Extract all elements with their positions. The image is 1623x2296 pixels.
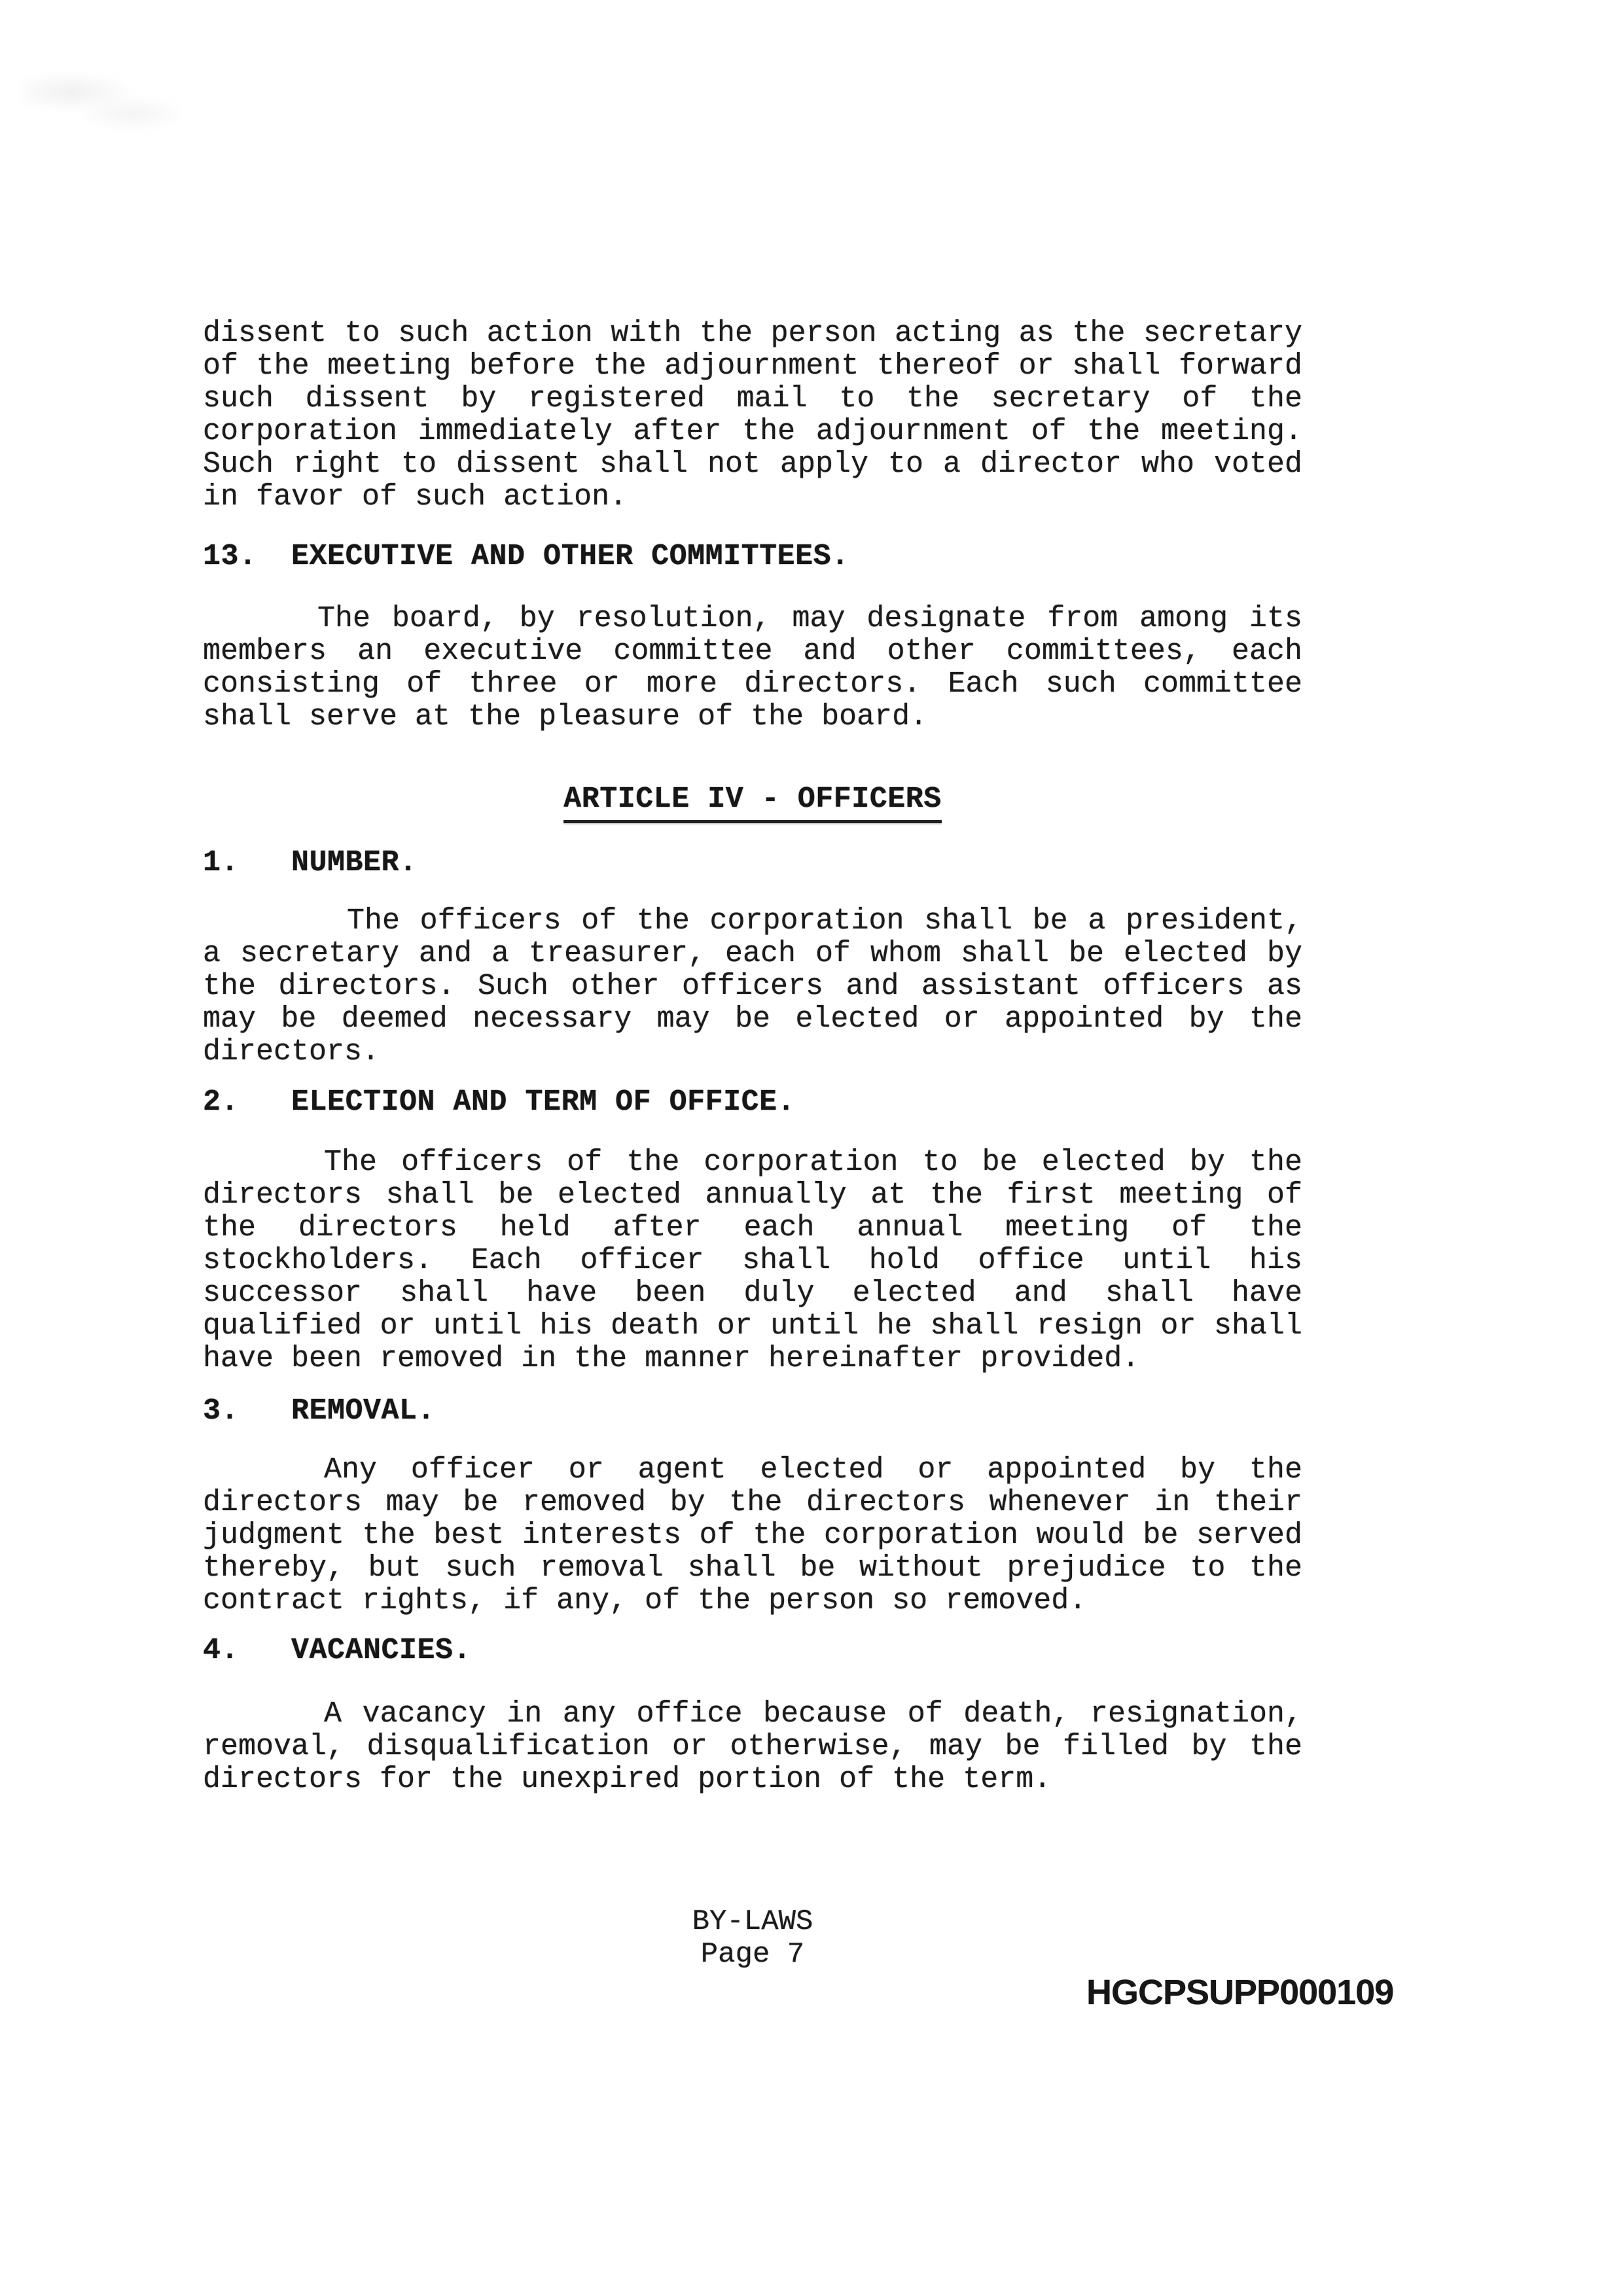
paragraph-election-term [203, 1146, 1302, 1375]
text-line: Such right to dissent shall not apply to a director who voted [203, 448, 1302, 481]
text-line: The officers of the corporation to be elected by the [324, 1146, 1302, 1179]
text-line: qualified or until his death or until he shall resign or shall [203, 1309, 1302, 1343]
footer-page-label: Page 7 [700, 1938, 805, 1971]
text-line: judgment the best interests of the corporation would be served [203, 1519, 1302, 1552]
text-line: successor shall have been duly elected and shall have [203, 1277, 1302, 1310]
article-iv-heading-text: ARTICLE IV - OFFICERS [563, 783, 942, 823]
paragraph-vacancies [203, 1698, 1302, 1796]
bates-number: HGCPSUPP000109 [1086, 1973, 1394, 2012]
text-line: have been removed in the manner hereinafter provided. [203, 1342, 1140, 1375]
photocopy-ghost-artifact [23, 73, 180, 135]
text-line: The officers of the corporation shall be a president, [347, 904, 1302, 938]
section-title: REMOVAL. [291, 1394, 436, 1428]
text-line: directors shall be elected annually at the first meeting of [203, 1178, 1302, 1212]
text-line: the directors. Such other officers and assistant officers as [203, 970, 1302, 1003]
text-line: the directors held after each annual meeting of the [203, 1211, 1302, 1245]
text-line: The board, by resolution, may designate from among its [317, 602, 1302, 635]
text-line: a secretary and a treasurer, each of whom shall be elected by [203, 937, 1302, 970]
section-number: 13. [203, 540, 257, 573]
section-number: 2. [203, 1086, 240, 1119]
text-line: dissent to such action with the person acting as the secretary [203, 317, 1302, 350]
text-line: A vacancy in any office because of death, resignation, [324, 1697, 1302, 1731]
footer-doc-label: BY-LAWS [692, 1905, 813, 1938]
text-line: may be deemed necessary may be elected or appointed by the [203, 1002, 1302, 1036]
text-line: consisting of three or more directors. Each such committee [203, 667, 1302, 701]
section-heading-4 [203, 1634, 1302, 1667]
text-line: directors may be removed by the directors whenever in their [203, 1486, 1302, 1519]
section-title: ELECTION AND TERM OF OFFICE. [291, 1086, 796, 1119]
section-title: VACANCIES. [291, 1634, 472, 1667]
section-number: 4. [203, 1634, 240, 1667]
text-line: Any officer or agent elected or appointed by the [324, 1453, 1302, 1487]
article-iv-heading [203, 783, 1302, 816]
section-heading-2 [203, 1086, 1302, 1119]
section-heading-1 [203, 847, 1302, 879]
text-line: shall serve at the pleasure of the board. [203, 700, 928, 733]
section-heading-13 [203, 540, 1302, 573]
page-footer [203, 1905, 1302, 1971]
text-line: contract rights, if any, of the person so removed. [203, 1584, 1087, 1617]
section-heading-3 [203, 1395, 1302, 1428]
text-line: such dissent by registered mail to the secretary of the [203, 382, 1302, 415]
section-title: NUMBER. [291, 846, 418, 879]
text-line: in favor of such action. [203, 480, 628, 514]
paragraph-number [203, 905, 1302, 1069]
text-line: directors. [203, 1035, 380, 1069]
text-line: thereby, but such removal shall be without prejudice to the [203, 1551, 1302, 1585]
text-line: stockholders. Each officer shall hold office until his [203, 1244, 1302, 1277]
text-line: corporation immediately after the adjournment of the meeting. [203, 415, 1302, 448]
section-title: EXECUTIVE AND OTHER COMMITTEES. [291, 540, 849, 573]
paragraph-executive-committees [203, 603, 1302, 733]
section-number: 3. [203, 1394, 240, 1428]
paragraph-dissent-continuation [203, 317, 1302, 514]
text-line: removal, disqualification or otherwise, may be filled by the [203, 1730, 1302, 1763]
text-line: members an executive committee and other committees, each [203, 635, 1302, 668]
section-number: 1. [203, 846, 240, 879]
text-line: of the meeting before the adjournment thereof or shall forward [203, 349, 1302, 383]
text-line: directors for the unexpired portion of the term. [203, 1763, 1052, 1796]
paragraph-removal [203, 1454, 1302, 1617]
